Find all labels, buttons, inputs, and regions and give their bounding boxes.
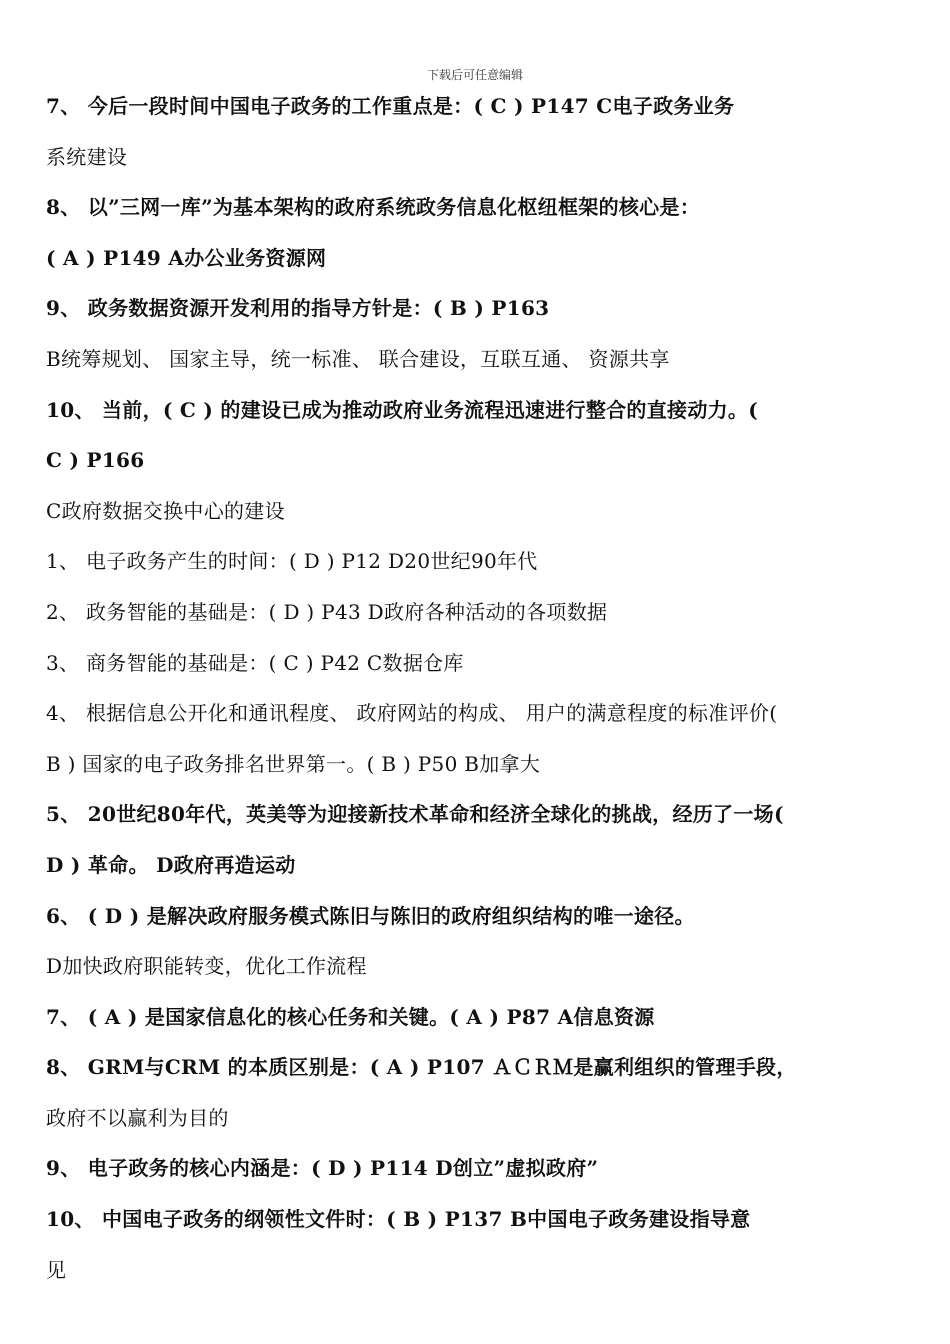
text-line: 系统建设 [46, 144, 128, 169]
text-line: 2、 政务智能的基础是：( D ) P43 D政府各种活动的各项数据 [46, 599, 608, 624]
text-line: 6、 ( D ) 是解决政府服务模式陈旧与陈旧的政府组织结构的唯一途径。 [46, 903, 695, 928]
text-line: D加快政府职能转变，优化工作流程 [46, 954, 367, 979]
text-line: 9、 政务数据资源开发利用的指导方针是：( B ) P163 [46, 296, 550, 321]
text-line: 8、 以”三网一库”为基本架构的政府系统政务信息化枢纽框架的核心是： [46, 195, 701, 220]
text-line: 10、 中国电子政务的纲领性文件时：( B ) P137 B中国电子政务建设指导意 [46, 1207, 751, 1232]
text-line: D ) 革命。 D政府再造运动 [46, 852, 296, 877]
text-line: 1、 电子政务产生的时间：( D ) P12 D20世纪90年代 [46, 549, 538, 574]
text-line: 7、 ( A ) 是国家信息化的核心任务和关键。( A ) P87 A信息资源 [46, 1004, 655, 1029]
document-body [46, 81, 910, 1295]
page-header: 下载后可任意编辑 [426, 68, 523, 82]
text-line: 7、 今后一段时间中国电子政务的工作重点是：( C ) P147 C电子政务业务 [46, 94, 735, 118]
text-line: 10、 当前，( C ) 的建设已成为推动政府业务流程迅速进行整合的直接动力。( [46, 397, 758, 422]
text-line: 政府不以赢利为目的 [46, 1105, 229, 1130]
text-line: B统筹规划、 国家主导，统一标准、 联合建设，互联互通、 资源共享 [46, 346, 670, 371]
text-line: 9、 电子政务的核心内涵是：( D ) P114 D创立”虚拟政府” [46, 1156, 599, 1181]
text-line: 见 [46, 1257, 67, 1282]
text-line: 5、 20世纪80年代，英美等为迎接新技术革命和经济全球化的挑战，经历了一场( [46, 802, 784, 827]
text-line: B ) 国家的电子政务排名世界第一。( B ) P50 B加拿大 [46, 751, 541, 776]
text-line: 8、 GRM与CRM 的本质区别是：( A ) P107 ＡＣＲＭ是赢利组织的管理手段， [46, 1055, 797, 1080]
text-line: ( A ) P149 A办公业务资源网 [46, 245, 327, 270]
text-line: 4、 根据信息公开化和通讯程度、 政府网站的构成、 用户的满意程度的标准评价( [46, 701, 778, 726]
text-line: C政府数据交换中心的建设 [46, 498, 285, 523]
text-line: C ) P166 [46, 448, 145, 473]
text-line: 3、 商务智能的基础是：( C ) P42 C数据仓库 [46, 650, 464, 675]
